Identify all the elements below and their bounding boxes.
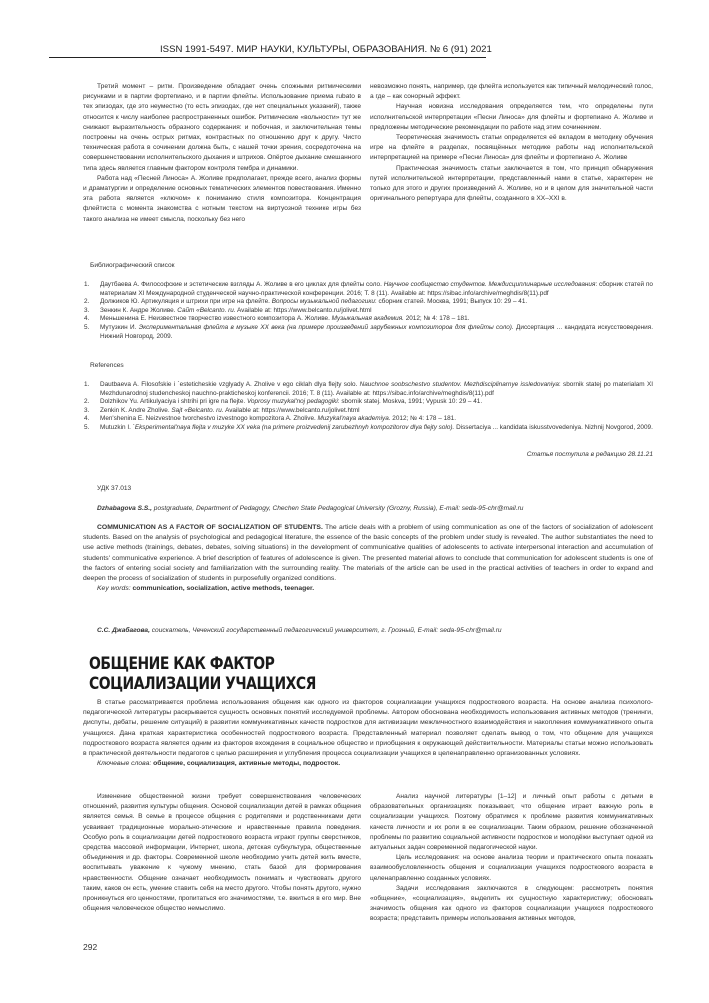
reference-item bbox=[83, 381, 653, 398]
keywords-en bbox=[83, 584, 653, 594]
reference-details: 2012; № 4: 178 – 181. bbox=[403, 315, 470, 323]
reference-number: 1. bbox=[84, 381, 90, 388]
reference-item bbox=[83, 298, 653, 307]
reference-source: Научное сообщество студентов. Междисциплинарные исследования bbox=[383, 281, 596, 288]
reference-details: 2012; № 4: 178 – 181. bbox=[390, 415, 457, 423]
reference-details: Диссертация ... кандидата искусствоведения. Нижний Новгород, 2009. bbox=[100, 323, 653, 340]
reference-author-title: Zenkin K. Andre Zholive. bbox=[100, 406, 172, 414]
keywords-ru-label: Ключевые слова: bbox=[97, 760, 152, 768]
paragraph: Третий момент – ритм. Произведение обладает очень сложными ритмическими рисунками и в партии фортепиано, и в партии флейты. Использование приема rubato в тех эпизодах, где это неуместно (то есть эпизодах, где нет специальных указаний), также относится к числу наиболее распространенных ошибок. Ритмические «вольности» тут же снижают выразительность образного содержания: и побочная, и заключительная темы построены на очень острых ритмах, контрастных по отношению друг к другу. Чисто техническая работа в сочинении должна быть, с нашей точки зрения, сосредоточена на совершенствовании исполнительского дыхания и штрихов. Опёртое дыхание смешанного типа здесь является главным фактором контроля тембра и динамики. bbox=[83, 83, 361, 172]
article-title-line-1: ОБЩЕНИЕ КАК ФАКТОР bbox=[89, 654, 275, 674]
paragraph: Работа над «Песней Линоса» А. Жоливе предполагает, прежде всего, анализ формы и драматургии и определение основных тематических элементов повествования. Именно эта работа является «ключом» к пониманию стиля композитора. Концентрация флейтиста с момента знакомства с нотным текстом на виртуозной технике игры без такого анализа не имеет смысла, поскольку без него bbox=[83, 174, 361, 223]
reference-details: Available at: https://www.belcanto.ru/jolivet.html bbox=[235, 306, 372, 314]
prev-article-left-column bbox=[83, 82, 361, 225]
author-en-affiliation: postgraduate, Department of Pedagogy, Chechen State Pedagogical University (Grozny, Russia), E-mail: seda-95-chr@mail.ru bbox=[151, 505, 524, 512]
reference-author-title: Dolzhikov Yu. Artikulyaciya i shtrihi pri igre na flejte. bbox=[100, 398, 247, 406]
author-ru-affiliation: соискатель, Чеченский государственный педагогический университет, г. Грозный, E-mail: seda-95-chr@mail.ru bbox=[149, 627, 502, 634]
abstract-ru bbox=[83, 698, 653, 769]
author-ru-name: С.С. Джабагова, bbox=[97, 627, 150, 634]
bibliography-list bbox=[83, 281, 653, 341]
reference-number: 2. bbox=[84, 298, 90, 306]
reference-item bbox=[83, 407, 653, 416]
reference-number: 2. bbox=[84, 398, 90, 406]
paragraph: Задачи исследования заключаются в следующем: рассмотреть понятия «общение», «социализация», выделить их сущностную характеристику; обосновать значимость общения как одного из факторов социализации учащихся подросткового возраста; представить примеры использования активных методов, bbox=[370, 884, 653, 923]
reference-details: Available at: https://www.belcanto.ru/jolivet.html bbox=[223, 406, 360, 414]
abstract-ru-text: В статье рассматривается проблема использования общения как одного из факторов социализации учащихся подросткового возраста. На основе анализа психолого-педагогической литературы раскрывается сущность основных понятий исследуемой проблемы. Автором обоснована необходимость использования активных методов (тренинги, диспуты, дебаты, решение ситуаций) в развитии коммуникативных качеств подростков для активизации межличностного взаимодействия и накопления коммуникативного опыта учащихся. Дана краткая характеристика особенностей подросткового возраста. Представленный материал позволяет сделать вывод о том, что общение для учащихся подросткового возраста является одним из факторов вхождения в социальное общество и приобщения к окружающей действительности. Материалы статьи можно использовать в практической деятельности педагогов с целью расширения и углубления процесса социализации учащихся в целенаправленно организованных условиях. bbox=[83, 699, 653, 758]
abstract-en-title: COMMUNICATION AS A FACTOR OF SOCIALIZATION OF STUDENTS. bbox=[97, 524, 323, 531]
reference-number: 4. bbox=[84, 415, 90, 423]
reference-author-title: Даутбаева А. Философские и эстетические взгляды А. Жоливе в его циклах для флейты соло. bbox=[100, 281, 384, 288]
prev-article-right-column bbox=[370, 82, 653, 204]
reference-details: : sbornik statej. Moskva, 1991; Vypusk 10: 29 – 41. bbox=[337, 398, 483, 406]
reference-details: : сборник статей по материалам XI Международной студенческой научно-практической конференции. 2016; Т. 8 (11). Available at: https://sibac.info/archive/meghdis/8(11).pdf bbox=[100, 281, 653, 297]
reference-details: : сборник статей. Москва, 1991; Выпуск 10: 29 – 41. bbox=[374, 298, 528, 306]
udk-code: УДК 37.013 bbox=[97, 485, 132, 492]
reference-details: Dissertaciya ... kandidata iskusstvovedeniya. Nizhnij Novgorod, 2009. bbox=[454, 423, 653, 431]
reference-author-title: Должиков Ю. Артикуляция и штрихи при игре на флейте. bbox=[100, 298, 272, 306]
reference-author-title: Меньшенина Е. Неизвестное творчество известного композитора А. Жоливе. bbox=[100, 315, 332, 323]
reference-author-title: Зенкин К. Андре Жоливе. bbox=[100, 306, 178, 314]
reference-author-title: Dautbaeva A. Filosofskie i `esteticheskie vzglyady A. Zholive v ego ciklah dlya flejty solo. bbox=[100, 381, 360, 388]
reference-number: 3. bbox=[84, 306, 90, 314]
keywords-ru-value: общение, социализация, активные методы, подросток. bbox=[151, 760, 341, 768]
reference-item bbox=[83, 324, 653, 341]
received-note: Статья поступила в редакцию 28.11.21 bbox=[526, 451, 653, 458]
paragraph: Теоретическая значимость статьи определяется её вкладом в методику обучения игре на флейте в разделах, посвящённых методике работы над исполнительской интерпретацией на примере «Песни Линоса» для флейты и фортепиано А. Жоливе bbox=[370, 134, 653, 162]
reference-source: Музыкальная академия. bbox=[331, 315, 404, 323]
paragraph: Анализ научной литературы [1–12] и личный опыт работы с детьми в образовательных организациях показывает, что общение играет важную роль в социализации учащихся. Поэтому обратимся к проблеме развития коммуникативных качеств личности и их роли в ее социализации. Таким образом, решение обозначенной проблемы по развитию социальной активности подростков и молодёжи выступает одной из актуальных задач современной педагогической науки. bbox=[370, 793, 653, 852]
paragraph: Практическая значимость статьи заключается в том, что принцип обнаружения путей исполнительской интерпретации, представленный нами в статье, характерен не только для этого и других произведений А. Жоливе, но и в целом для значительной части оригинального репертуара для флейты, созданного в XX–XXI в. bbox=[370, 164, 653, 203]
reference-number: 5. bbox=[84, 423, 90, 431]
reference-source: Sajt «Belcanto. ru. bbox=[171, 406, 224, 414]
author-ru bbox=[97, 627, 502, 634]
reference-source: Nauchnoe soobschestvo studentov. Mezhdisciplinarnye issledovaniya bbox=[359, 381, 559, 388]
paragraph: невозможно понять, например, где флейта используется как типичный мелодический голос, а где – как сонорный эффект. bbox=[370, 83, 653, 101]
article-title-line-2: СОЦИАЛИЗАЦИИ УЧАЩИХСЯ bbox=[89, 674, 316, 694]
reference-number: 3. bbox=[84, 406, 90, 414]
abstract-en-text bbox=[83, 523, 653, 584]
reference-source: Вопросы музыкальной педагогики bbox=[271, 298, 375, 306]
reference-text bbox=[100, 415, 653, 424]
paragraph: Изменение общественной жизни требует совершенствования человеческих отношений, развития культуры общения. Основой социализации детей в рамках общения является семья. В семье в процессе общения с родителями и родственниками дети усваивает традиционные морально-этические и нравственные правила поведения. Особую роль в социализации детей подросткового возраста играют группы сверстников, средства массовой информации, Интернет, школа, детская субкультура, общественные объединения и др. факторы. Современной школе необходимо учить детей жить вместе, воспитывать уважение к чужому мнению, стать базой для формирования нравственности. Общение означает необходимость понимать и чувствовать другого таким, каков он есть, умение ставить себя на место другого. Чтобы понять другого, нужно проникнуться его ценностями, пропитаться его значимостями, т.е. вжиться в его мир. Вне общения человеческое общество немыслимо. bbox=[83, 793, 361, 913]
reference-number: 5. bbox=[84, 323, 90, 331]
references-list bbox=[83, 381, 653, 433]
bibliography-title: Библиографический список bbox=[90, 262, 175, 269]
reference-source: Muzykal'naya akademiya. bbox=[317, 415, 391, 423]
reference-source: `Eksperimental'naya flejta v muzyke XX veka (na primere proizvedenij zarubezhnyh kompozitorov dlya flejty solo). bbox=[132, 423, 455, 431]
reference-text bbox=[100, 281, 653, 298]
reference-text bbox=[100, 398, 653, 407]
reference-source: Voprosy muzykal'noj pedagogiki bbox=[246, 398, 338, 406]
abstract-en bbox=[83, 523, 653, 594]
header-rule bbox=[49, 57, 486, 58]
reference-author-title: Mutuzkin I. bbox=[100, 423, 133, 431]
reference-item bbox=[83, 415, 653, 424]
reference-number: 1. bbox=[84, 281, 90, 288]
author-en-name: Dzhabagova S.S., bbox=[97, 505, 152, 512]
reference-text bbox=[100, 315, 653, 324]
reference-text bbox=[100, 407, 653, 416]
reference-text bbox=[100, 298, 653, 307]
running-header: ISSN 1991-5497. МИР НАУКИ, КУЛЬТУРЫ, ОБРАЗОВАНИЯ. № 6 (91) 2021 bbox=[160, 44, 492, 55]
reference-author-title: Men'shenina E. Neizvestnoe tvorchestvo izvestnogo kompozitora A. Zholive. bbox=[100, 415, 318, 423]
keywords-en-label: Key words: bbox=[97, 585, 131, 593]
reference-source: Экспериментальная флейта в музыке XX века (на примере произведений зарубежных композиторов для флейты соло). bbox=[138, 323, 514, 331]
reference-item bbox=[83, 281, 653, 298]
bibliography bbox=[83, 262, 653, 341]
author-en bbox=[97, 505, 523, 512]
reference-number: 4. bbox=[84, 315, 90, 323]
keywords-en-value: communication, socialization, active methods, teenager. bbox=[130, 585, 315, 593]
reference-text bbox=[100, 324, 653, 341]
reference-text bbox=[100, 381, 653, 398]
page-number: 292 bbox=[83, 942, 98, 952]
paragraph: Цель исследования: на основе анализа теории и практического опыта показать взаимообусловленность общения и социализации учащихся подросткового возраста в целенаправленно созданных условиях. bbox=[370, 854, 653, 882]
body-left-column bbox=[83, 792, 361, 914]
reference-item bbox=[83, 315, 653, 324]
abstract-en-body: The article deals with a problem of using communication as one of the factors of socialization of adolescent students. Based on the analysis of psychological and pedagogical literature, the essence of the basic concepts of the problem under study is revealed. The author substantiates the need to use active methods (trainings, debates, debates, solving situations) in the development of communicative qualities of adolescents to activate interpersonal interaction and accumulation of students' communicative experience. A brief description of features of adolescence is given. The presented material allows to conclude that communication for adolescent students is one of the factors of entering social society and familiarization with the surrounding reality. The materials of the article can be used in the practical activities of teachers in order to expand and deepen the process of socialization of students in purposefully organized conditions. bbox=[83, 524, 654, 583]
paragraph: Научная новизна исследования определяется тем, что определены пути исполнительской интерпретации «Песни Линоса» для флейты и фортепиано А. Жоливе и предложены методические рекомендации по работе над этим сочинением. bbox=[370, 103, 653, 131]
reference-text bbox=[100, 424, 653, 433]
reference-author-title: Мутузкин И. bbox=[100, 323, 139, 331]
keywords-ru bbox=[83, 759, 653, 769]
reference-item bbox=[83, 398, 653, 407]
body-right-column bbox=[370, 792, 653, 925]
reference-details: : sbornik statej po materialam XI Mezhdunarodnoj studencheskoj nauchno-prakticheskoj konferencii. 2016; T. 8 (11). Available at: https://sibac.info/archive/meghdis/8(11).pdf bbox=[100, 381, 653, 397]
reference-item bbox=[83, 424, 653, 433]
references bbox=[83, 362, 653, 433]
references-title: References bbox=[90, 362, 124, 369]
reference-source: Сайт «Belcanto. ru. bbox=[177, 306, 236, 314]
article-title bbox=[89, 654, 316, 694]
